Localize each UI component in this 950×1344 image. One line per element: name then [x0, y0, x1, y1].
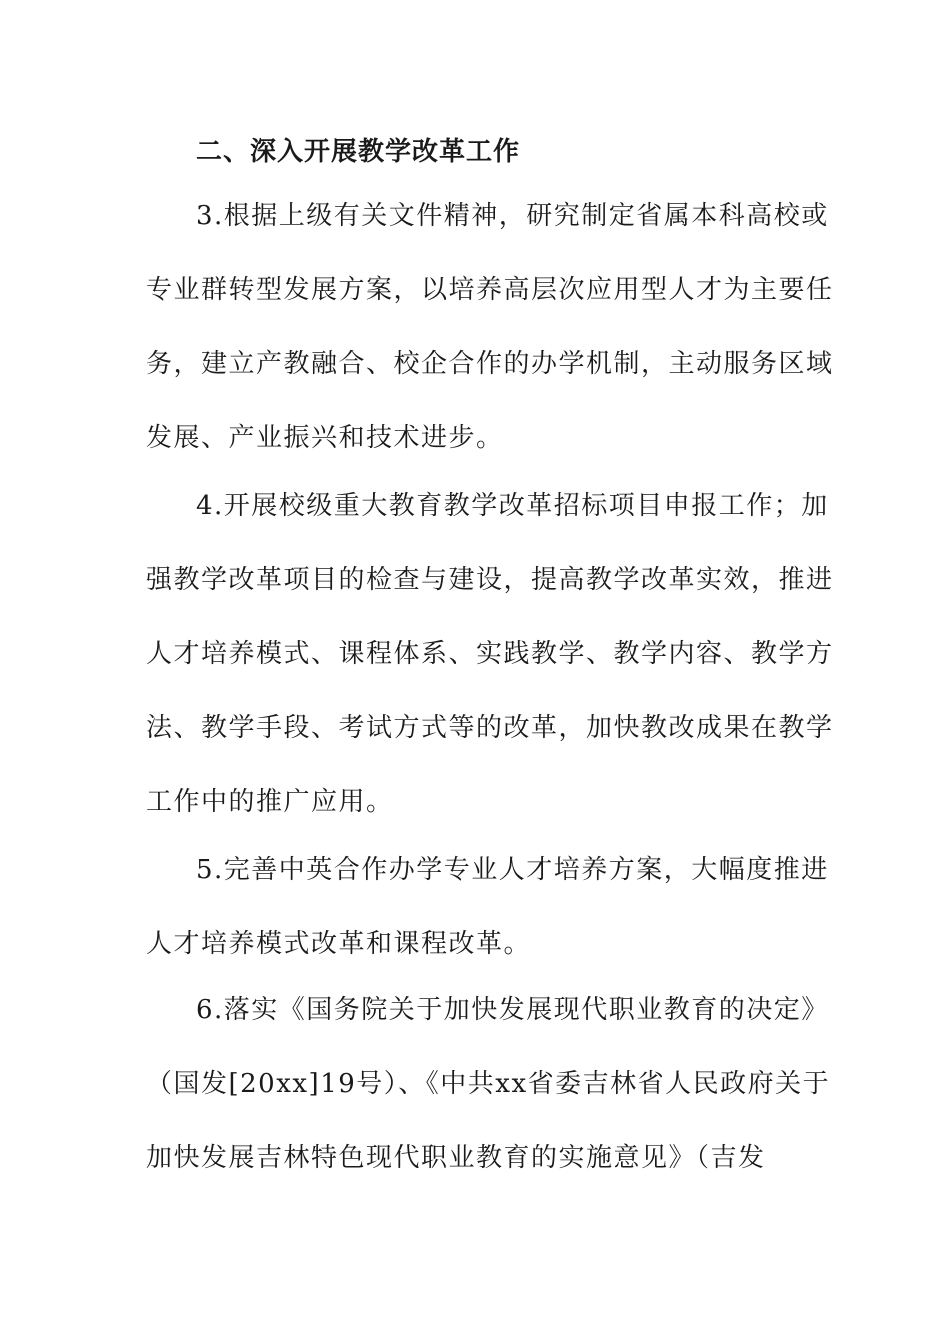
paragraph-5-line-2: 人才培养模式改革和课程改革。 — [146, 929, 532, 959]
paragraph-4-line-5: 工作中的推广应用。 — [146, 787, 394, 817]
paragraph-4-line-1: 4.开展校级重大教育教学改革招标项目申报工作；加 — [196, 491, 829, 521]
section-heading: 二、深入开展教学改革工作 — [196, 137, 521, 167]
paragraph-4-line-3: 人才培养模式、课程体系、实践教学、教学内容、教学方 — [146, 639, 834, 669]
paragraph-6-line-1: 6.落实《国务院关于加快发展现代职业教育的决定》 — [196, 995, 829, 1025]
paragraph-3-line-3: 务，建立产教融合、校企合作的办学机制，主动服务区域 — [146, 349, 834, 379]
paragraph-6-line-2: （国发[20xx]19号）、《中共xx省委吉林省人民政府关于 — [146, 1069, 831, 1099]
paragraph-5-line-1: 5.完善中英合作办学专业人才培养方案，大幅度推进 — [196, 855, 829, 885]
paragraph-4-line-2: 强教学改革项目的检查与建设，提高教学改革实效，推进 — [146, 565, 834, 595]
paragraph-3-line-4: 发展、产业振兴和技术进步。 — [146, 423, 504, 453]
paragraph-3-line-1: 3.根据上级有关文件精神，研究制定省属本科高校或 — [196, 201, 829, 231]
paragraph-6-line-3: 加快发展吉林特色现代职业教育的实施意见》（吉发 — [146, 1143, 766, 1173]
paragraph-3-line-2: 专业群转型发展方案，以培养高层次应用型人才为主要任 — [146, 275, 834, 305]
paragraph-4-line-4: 法、教学手段、考试方式等的改革，加快教改成果在教学 — [146, 713, 834, 743]
